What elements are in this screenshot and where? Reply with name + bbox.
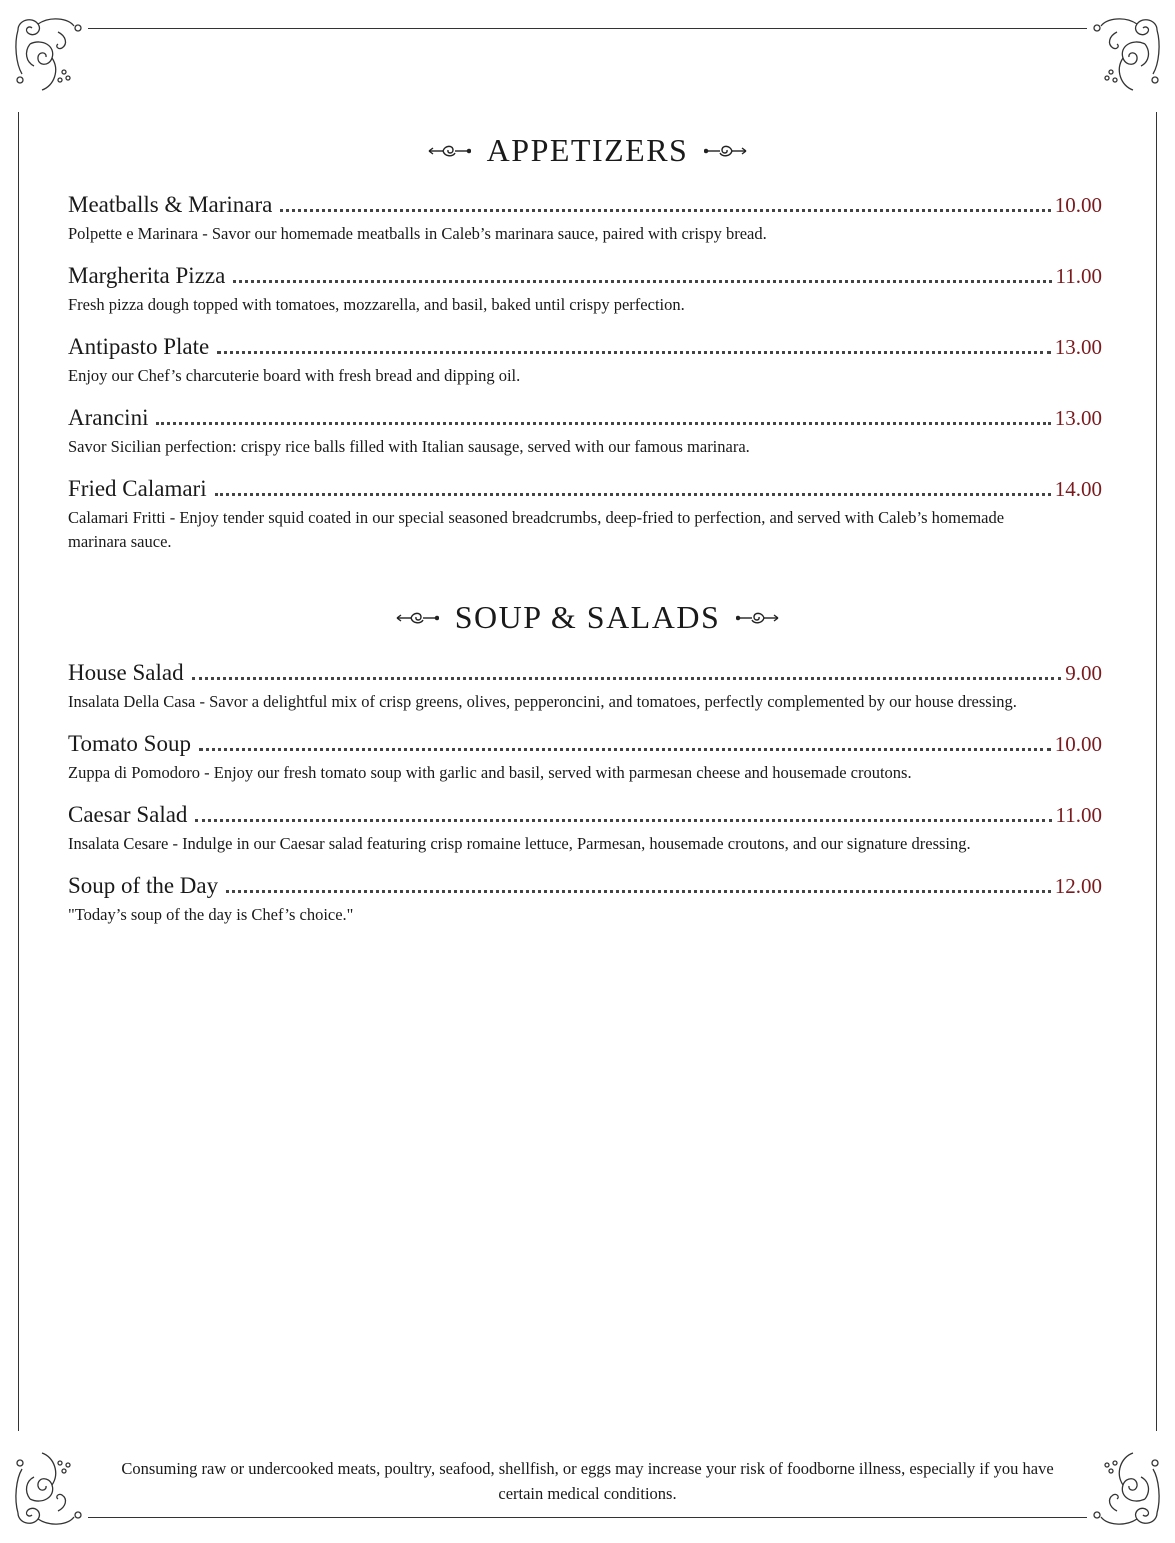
item-price: 9.00 xyxy=(1065,661,1102,685)
dot-leader xyxy=(217,351,1051,354)
item-name: Tomato Soup xyxy=(68,731,191,756)
dot-leader xyxy=(233,280,1051,283)
item-price: 12.00 xyxy=(1054,874,1102,898)
item-price: 13.00 xyxy=(1054,335,1102,359)
menu-item xyxy=(68,731,1102,785)
item-name: Antipasto Plate xyxy=(68,334,210,359)
item-description: "Today’s soup of the day is Chef’s choice." xyxy=(68,905,354,924)
section-title: SOUP & SALADS xyxy=(454,599,721,635)
menu-item xyxy=(68,476,1102,554)
item-description: Calamari Fritti - Enjoy tender squid coated in our special seasoned breadcrumbs, deep-fried to perfection, and served with Caleb’s homemade marinara sauce. xyxy=(68,508,1005,551)
dot-leader xyxy=(195,819,1051,822)
item-name: Soup of the Day xyxy=(68,873,219,898)
section-title: APPETIZERS xyxy=(486,132,689,168)
item-name: House Salad xyxy=(68,660,184,685)
item-name: Margherita Pizza xyxy=(68,263,226,288)
item-description: Insalata Cesare - Indulge in our Caesar salad featuring crisp romaine lettuce, Parmesan, housemade croutons, and our signature dressing. xyxy=(68,834,971,853)
item-description: Enjoy our Chef’s charcuterie board with fresh bread and dipping oil. xyxy=(68,366,521,385)
dot-leader xyxy=(215,493,1051,496)
item-description: Savor Sicilian perfection: crispy rice balls filled with Italian sausage, served with our famous marinara. xyxy=(68,437,750,456)
dot-leader xyxy=(192,677,1062,680)
menu-item xyxy=(68,405,1102,459)
flourish-icon xyxy=(736,610,780,626)
menu-item xyxy=(68,334,1102,388)
appetizers-list xyxy=(68,192,1102,571)
menu-item xyxy=(68,873,1102,927)
menu-item xyxy=(68,660,1102,714)
item-name: Caesar Salad xyxy=(68,802,188,827)
item-price: 10.00 xyxy=(1054,732,1102,756)
item-name: Arancini xyxy=(68,405,149,430)
item-price: 14.00 xyxy=(1054,477,1102,501)
soup-salads-list xyxy=(68,660,1102,944)
menu-item xyxy=(68,802,1102,856)
food-safety-disclaimer: Consuming raw or undercooked meats, poultry, seafood, shellfish, or eggs may increase your risk of foodborne illness, especially if you have certain medical conditions. xyxy=(121,1459,1054,1503)
menu-item xyxy=(68,263,1102,317)
dot-leader xyxy=(199,748,1051,751)
item-description: Polpette e Marinara - Savor our homemade meatballs in Caleb’s marinara sauce, paired with crispy bread. xyxy=(68,224,767,243)
dot-leader xyxy=(280,209,1050,212)
item-price: 11.00 xyxy=(1055,803,1102,827)
flourish-icon xyxy=(395,610,439,626)
item-name: Fried Calamari xyxy=(68,476,207,501)
corner-ornament-icon xyxy=(8,1431,88,1531)
flourish-icon xyxy=(704,143,748,159)
item-price: 10.00 xyxy=(1054,193,1102,217)
corner-ornament-icon xyxy=(1087,1431,1167,1531)
corner-ornament-icon xyxy=(8,12,88,112)
section-heading-soup-salads xyxy=(0,599,1175,636)
menu-item xyxy=(68,192,1102,246)
item-description: Zuppa di Pomodoro - Enjoy our fresh tomato soup with garlic and basil, served with parmesan cheese and housemade croutons. xyxy=(68,763,912,782)
item-price: 13.00 xyxy=(1054,406,1102,430)
corner-ornament-icon xyxy=(1087,12,1167,112)
section-heading-appetizers xyxy=(0,132,1175,169)
item-description: Insalata Della Casa - Savor a delightful mix of crisp greens, olives, pepperoncini, and tomatoes, perfectly complemented by our house dressing. xyxy=(68,692,1017,711)
item-name: Meatballs & Marinara xyxy=(68,192,273,217)
dot-leader xyxy=(156,422,1050,425)
item-description: Fresh pizza dough topped with tomatoes, mozzarella, and basil, baked until crispy perfection. xyxy=(68,295,685,314)
flourish-icon xyxy=(427,143,471,159)
item-price: 11.00 xyxy=(1055,264,1102,288)
dot-leader xyxy=(226,890,1051,893)
